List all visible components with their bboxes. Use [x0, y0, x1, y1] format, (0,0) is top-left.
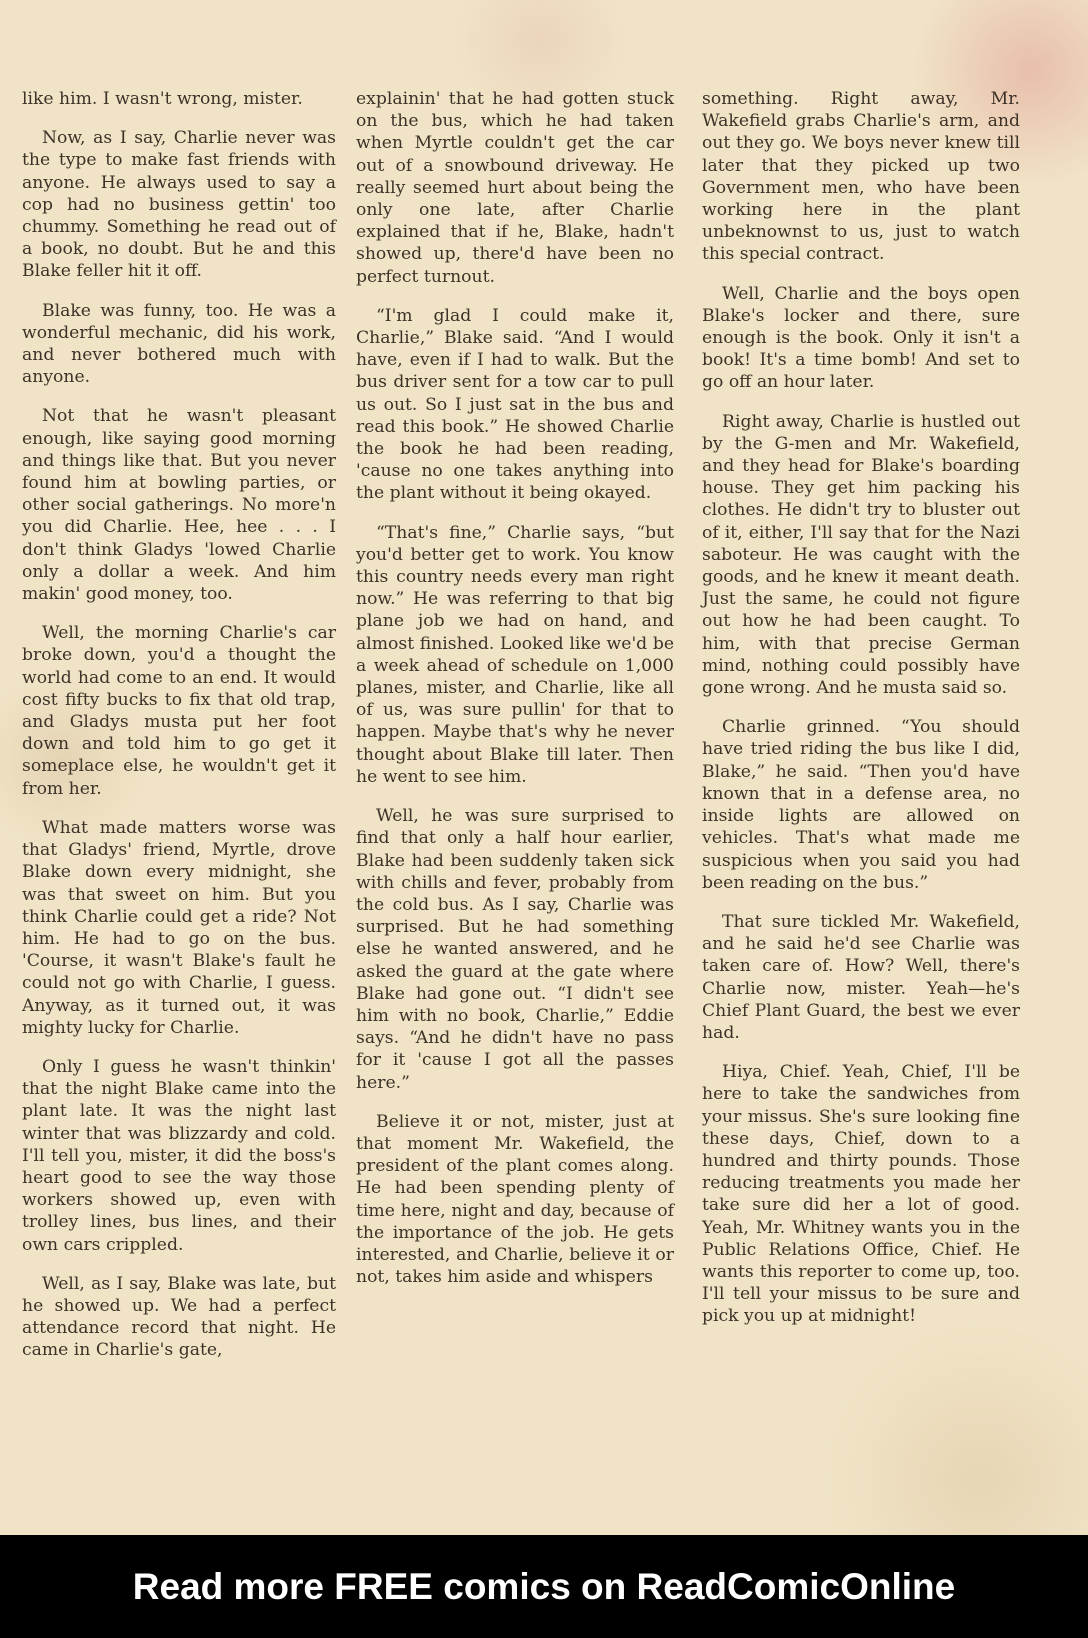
article-paragraph: Hiya, Chief. Yeah, Chief, I'll be here to take the sandwiches from your missus. She's sure looking fine these days, Chief, down to a hundred and thirty pounds. Those reducing treatments you made her take sure did her a lot of good. Yeah, Mr. Whitney wants you in the Public Relations Office, Chief. He wants this reporter to come up, too. I'll tell your missus to be sure and pick you up at midnight! [702, 1062, 1020, 1327]
article-paragraph: like him. I wasn't wrong, mister. [22, 89, 303, 109]
article-paragraph: “That's fine,” Charlie says, “but you'd better get to work. You know this country needs every man right now.” He was referring to that big plane job we had on hand, and almost finished. Looked like we'd be a week ahead of schedule on 1,000 planes, mister, and Charlie, like all of us, was sure pullin' for that to happen. Maybe that's why he never thought about Blake till later. Then he went to see him. [356, 522, 674, 787]
article-paragraph: Well, he was sure surprised to find that only a half hour earlier, Blake had been suddenly taken sick with chills and fever, probably from the cold bus. As I say, Charlie was surprised. But he had something else he wanted answered, and he asked the guard at the gate where Blake had gone out. “I didn't see him with no book, Charlie,” Eddie says. “And he didn't have no pass for it 'cause I got all the passes here.” [356, 806, 674, 1093]
article-paragraph: Believe it or not, mister, just at that moment Mr. Wakefield, the president of the plant comes along. He had been spending plenty of time here, night and day, because of the importance of the job. He gets interested, and Charlie, believe it or not, takes him aside and whispers [356, 1111, 674, 1288]
article-paragraph: Only I guess he wasn't thinkin' that the night Blake came into the plant late. It was the night last winter that was blizzardy and cold. I'll tell you, mister, it did the boss's heart good to see the way those workers showed up, even with trolley lines, bus lines, and their own cars crippled. [22, 1056, 336, 1255]
article-paragraph: Well, the morning Charlie's car broke down, you'd a thought the world had come to an end. It would cost fifty bucks to fix that old trap, and Gladys musta put her foot down and told him to go get it someplace else, he wouldn't get it from her. [22, 623, 336, 799]
article-paragraph: Now, as I say, Charlie never was the type to make fast friends with anyone. He always used to say a cop had no business gettin' too chummy. Something he read out of a book, no doubt. But he and this Blake feller hit it off. [22, 128, 336, 282]
article-paragraph: “I'm glad I could make it, Charlie,” Blake said. “And I would have, even if I had to walk. But the bus driver sent for a tow car to pull us out. So I just sat in the bus and read this book.” He showed Charlie the book he had been reading, 'cause no one takes anything into the plant without it being okayed. [356, 305, 674, 504]
promo-footer-banner[interactable] [0, 1535, 1088, 1638]
article-paragraph: What made matters worse was that Gladys' friend, Myrtle, drove Blake down every midnight, she was that sweet on him. But you think Charlie could get a ride? Not him. He had to go on the bus. 'Course, it wasn't Blake's fault he could not go with Charlie, I guess. Anyway, as it turned out, it was mighty lucky for Charlie. [22, 817, 336, 1038]
article-paragraph: explainin' that he had gotten stuck on the bus, which he had taken when Myrtle couldn't get the car out of a snowbound driveway. He really seemed hurt about being the only one late, after Charlie explained that if he, Blake, hadn't showed up, there'd have been no perfect turnout. [356, 89, 674, 287]
article-paragraph: Well, as I say, Blake was late, but he showed up. We had a perfect attendance record that night. He came in Charlie's gate, [22, 1273, 336, 1361]
article-paragraph: Not that he wasn't pleasant enough, like saying good morning and things like that. But you never found him at bowling parties, or other social gatherings. No more'n you did Charlie. Hee, hee . . . I don't think Gladys 'lowed Charlie only a dollar a week. And him makin' good money, too. [22, 406, 336, 605]
article-paragraph: That sure tickled Mr. Wakefield, and he said he'd see Charlie was taken care of. How? Well, there's Charlie now, mister. Yeah—he's Chief Plant Guard, the best we ever had. [702, 911, 1020, 1043]
promo-footer-text[interactable]: Read more FREE comics on ReadComicOnline [132, 1565, 956, 1607]
article-paragraph: Well, Charlie and the boys open Blake's locker and there, sure enough is the book. Only it isn't a book! It's a time bomb! And set to go off an hour later. [702, 283, 1020, 393]
article-paragraph: Right away, Charlie is hustled out by the G-men and Mr. Wakefield, and they head for Blake's boarding house. They get him packing his clothes. He didn't try to bluster out of it, either, I'll say that for the Nazi saboteur. He was caught with the goods, and he knew it meant death. Just the same, he could not figure out how he had been caught. To him, with that precise German mind, nothing could possibly have gone wrong. And he musta said so. [702, 411, 1020, 699]
article-paragraph: Blake was funny, too. He was a wonderful mechanic, did his work, and never bothered much with anyone. [22, 300, 336, 388]
text-column-right [702, 88, 1020, 1345]
text-column-middle [356, 88, 674, 1305]
article-paragraph: something. Right away, Mr. Wakefield grabs Charlie's arm, and out they go. We boys never knew till later that they picked up two Government men, who have been working here in the plant unbeknownst to us, just to watch this special contract. [702, 89, 1020, 265]
article-paragraph: Charlie grinned. “You should have tried riding the bus like I did, Blake,” he said. “Then you'd have known that in a defense area, no inside lights are allowed on vehicles. That's what made me suspicious when you said you had been reading on the bus.” [702, 717, 1020, 893]
text-column-left [22, 88, 336, 1379]
